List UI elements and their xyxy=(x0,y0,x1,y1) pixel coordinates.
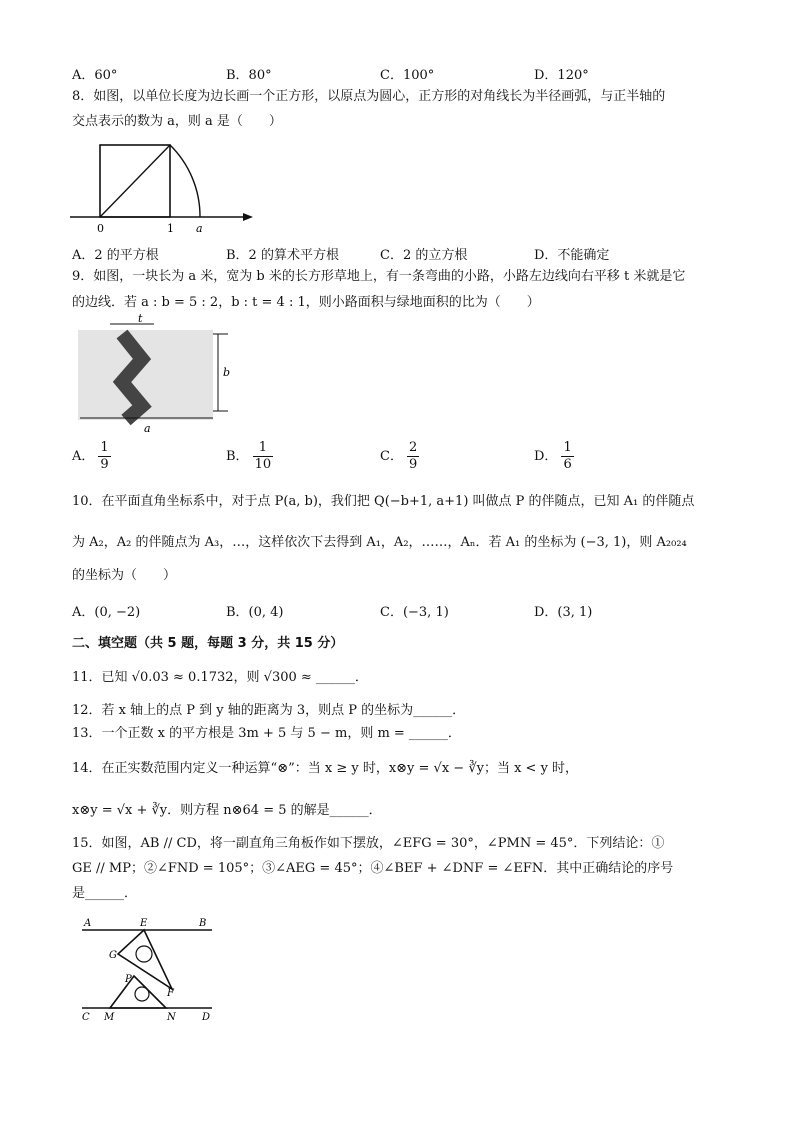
q8-text-line2: 交点表示的数为 a，则 a 是（ ） xyxy=(72,114,282,129)
q15-label-c: C xyxy=(82,1012,90,1023)
q12-text: 12．若 x 轴上的点 P 到 y 轴的距离为 3，则点 P 的坐标为______． xyxy=(72,703,466,718)
q10-option-b: B．(0, 4) xyxy=(226,605,284,620)
q9-option-d: D． $\frac{1}{6}$ xyxy=(534,440,572,472)
q10-options xyxy=(72,601,734,621)
q9-label-b: b xyxy=(223,366,231,379)
q8-text-line1: 8．如图，以单位长度为边长画一个正方形，以原点为圆心，正方形的对角线长为半径画弧，与正半轴的 xyxy=(72,89,666,104)
q15-label-e: E xyxy=(140,918,148,929)
q9-option-c: C． $\frac{2}{9}$ xyxy=(380,440,418,472)
q15-label-d: D xyxy=(202,1012,211,1023)
q10-option-c: C．(−3, 1) xyxy=(380,605,449,620)
q8-option-c: C．2 的立方根 xyxy=(380,248,468,263)
q9-options xyxy=(72,440,734,480)
q15-label-a: A xyxy=(84,918,92,929)
q15-label-n: N xyxy=(167,1012,176,1023)
q15-hole-upper xyxy=(136,946,152,962)
q7-option-a: A．60° xyxy=(72,68,118,83)
q9-option-b: B． $\frac{1}{10}$ xyxy=(226,440,272,472)
q15-triangle-pmn xyxy=(110,976,166,1008)
q15-text-line1: 15．如图，AB // CD，将一副直角三角板作如下摆放，∠EFG = 30°，∠PMN = 45°．下列结论：① xyxy=(72,836,665,851)
q8-option-a: A．2 的平方根 xyxy=(72,248,159,263)
q15-hole-lower xyxy=(135,987,149,1001)
q10-option-d: D．(3, 1) xyxy=(534,605,593,620)
q15-label-m: M xyxy=(104,1012,115,1023)
q9-figure xyxy=(70,314,245,436)
q11-text: 11．已知 √0.03 ≈ 0.1732，则 √300 ≈ ______． xyxy=(72,670,368,685)
section-heading-fill-in: 二、填空题（共 5 题，每题 3 分，共 15 分） xyxy=(72,636,344,651)
q8-figure xyxy=(70,140,255,235)
q10-text-line1: 10．在平面直角坐标系中，对于点 P(a, b)，我们把 Q(−b+1, a+1) 叫做点 P 的伴随点，已知 A₁ 的伴随点 xyxy=(72,494,695,509)
q15-label-f: F xyxy=(167,988,174,999)
q7-option-c: C．100° xyxy=(380,68,435,83)
q9-option-a: A． $\frac{1}{9}$ xyxy=(72,440,109,472)
q9-label-t: t xyxy=(138,314,143,325)
q8-label-a: a xyxy=(196,222,203,235)
q8-option-b: B．2 的算术平方根 xyxy=(226,248,339,263)
q15-label-p: P xyxy=(125,974,132,985)
q15-figure xyxy=(76,912,221,1024)
q8-axis-arrow xyxy=(243,213,253,221)
q8-label-1: 1 xyxy=(167,222,174,235)
q15-label-g: G xyxy=(109,950,117,961)
q8-options xyxy=(72,244,734,264)
q9-label-a: a xyxy=(144,422,151,435)
q8-diagonal xyxy=(100,145,170,217)
q10-text-line3: 的坐标为（ ） xyxy=(72,568,177,583)
q9-text-line1: 9．如图，一块长为 a 米，宽为 b 米的长方形草地上，有一条弯曲的小路，小路左边线向右平移 t 米就是它 xyxy=(72,269,686,284)
q7-option-d: D．120° xyxy=(534,68,589,83)
q8-label-0: 0 xyxy=(97,222,104,235)
q15-label-b: B xyxy=(199,918,207,929)
q8-arc xyxy=(170,145,200,217)
q8-option-d: D．不能确定 xyxy=(534,248,610,263)
q13-text: 13．一个正数 x 的平方根是 3m + 5 与 5 − m，则 m = ______． xyxy=(72,726,461,741)
q14-text-line2: x⊗y = √x + ∛y．则方程 n⊗64 = 5 的解是______． xyxy=(72,803,382,818)
q15-text-line2: GE // MP；②∠FND = 105°；③∠AEG = 45°；④∠BEF + ∠DNF = ∠EFN．其中正确结论的序号 xyxy=(72,861,674,876)
q15-text-line3: 是______． xyxy=(72,886,138,901)
q14-text-line1: 14．在正实数范围内定义一种运算“⊗”：当 x ≥ y 时，x⊗y = √x − ∛y；当 x < y 时， xyxy=(72,761,579,776)
q7-option-b: B．80° xyxy=(226,68,272,83)
q10-option-a: A．(0, −2) xyxy=(72,605,141,620)
q7-options xyxy=(72,64,734,84)
q9-text-line2: 的边线．若 a : b = 5 : 2，b : t = 4 : 1，则小路面积与绿地面积的比为（ ） xyxy=(72,295,540,310)
q10-text-line2: 为 A₂，A₂ 的伴随点为 A₃，…，这样依次下去得到 A₁，A₂，……，Aₙ．若 A₁ 的坐标为 (−3, 1)，则 A₂₀₂₄ xyxy=(72,535,687,550)
